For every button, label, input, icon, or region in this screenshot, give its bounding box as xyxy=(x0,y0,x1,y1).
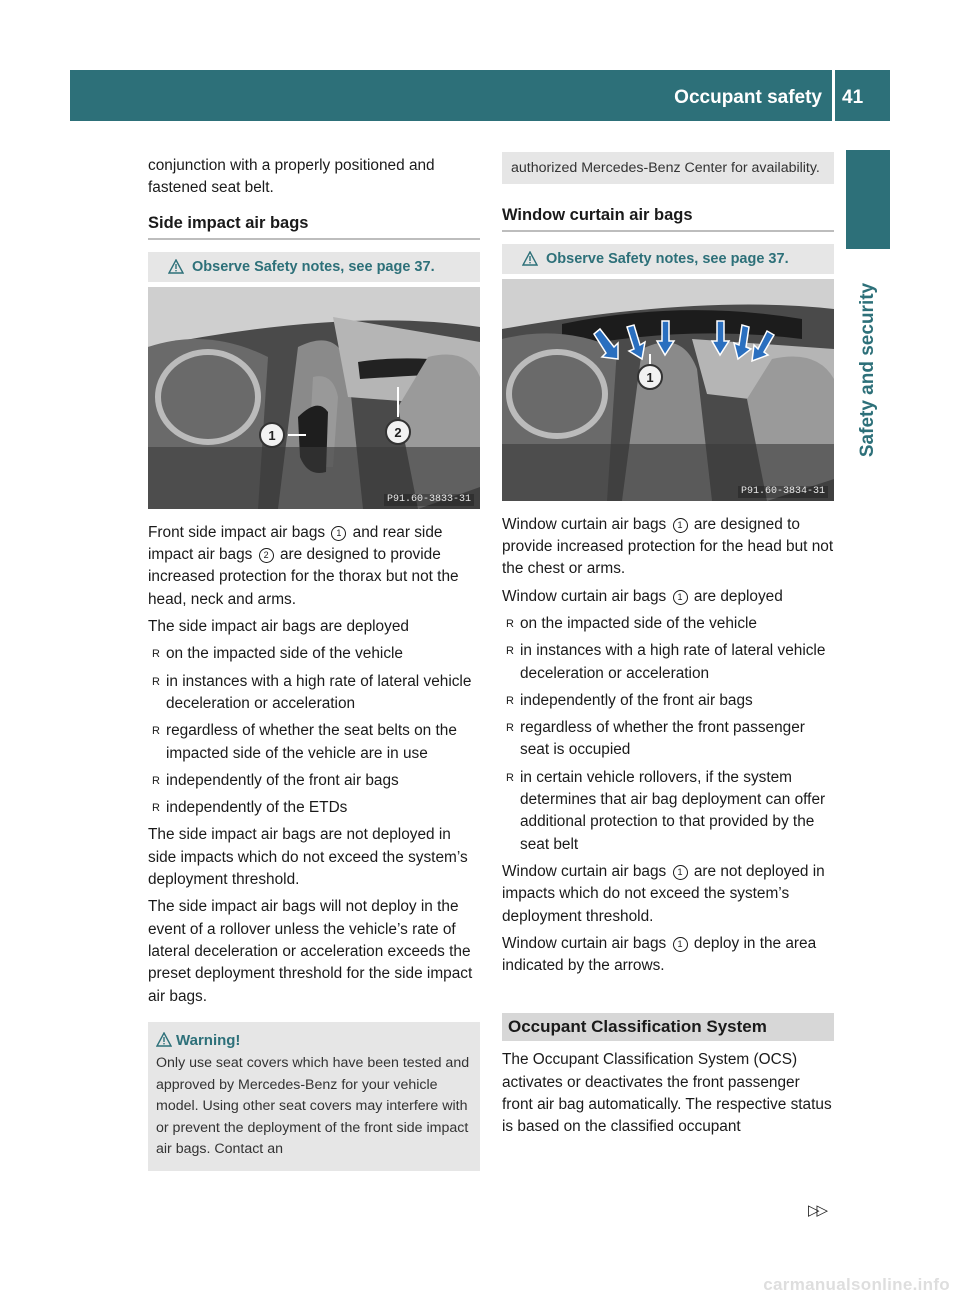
figure-callout-1: 1 xyxy=(268,427,276,443)
side-tab xyxy=(846,150,890,249)
ocs-heading: Occupant Classification System xyxy=(502,1013,834,1041)
header-divider xyxy=(832,70,835,121)
warning-box xyxy=(148,1022,480,1171)
list-item: R regardless of whether the seat belts on the impacted side of the vehicle are in use xyxy=(148,720,480,765)
figure-callout-1: 1 xyxy=(646,369,654,385)
ocs-text: The Occupant Classification System (OCS) activates or deactivates the front passenger front air bag automatically. The respective status is based on the classified occupant xyxy=(502,1051,832,1136)
side-tab-text: Safety and security xyxy=(856,282,878,458)
p4-part-b: deploy in the area indicated by the arrows. xyxy=(502,934,817,975)
side-airbag-heading: Side impact air bags xyxy=(148,212,480,240)
side-airbag-figure xyxy=(148,287,480,509)
page-number: 41 xyxy=(842,87,864,108)
list-item: R independently of the front air bags xyxy=(148,770,480,792)
safety-note xyxy=(502,244,834,274)
figure-callout-2: 2 xyxy=(394,424,402,440)
list-item: R on the impacted side of the vehicle xyxy=(502,613,834,635)
warning-triangle-icon xyxy=(156,1032,172,1047)
intro-text: conjunction with a properly positioned and fastened seat belt. xyxy=(148,157,435,197)
p3-part-b: are not deployed in impacts which do not exceed the system’s deployment threshold. xyxy=(502,862,825,925)
safety-note xyxy=(148,252,480,282)
list-item: R in instances with a high rate of lateral vehicle deceleration or acceleration xyxy=(502,640,834,685)
p1-part-b: are designed to provide increased protection for the head but not the chest or arms. xyxy=(502,515,834,578)
callout-ref-1: 1 xyxy=(331,526,346,541)
desc-part-2: and rear side impact air bags xyxy=(148,523,443,564)
desc-part-1: Front side impact air bags xyxy=(148,523,326,541)
curtain-not-deployed xyxy=(502,861,834,928)
warning-title-text: Warning! xyxy=(176,1031,241,1049)
rollover-paragraph: The side impact air bags will not deploy in the event of a rollover unless the vehicle’s rate of lateral deceleration or acceleration exceeds the preset deployment threshold for the side impact air bags. xyxy=(148,898,473,1005)
list-item: R in instances with a high rate of lateral vehicle deceleration or acceleration xyxy=(148,671,480,716)
callout-ref-2: 2 xyxy=(259,548,274,563)
side-tab-label xyxy=(846,255,890,485)
figure-code: P91.60-3833-31 xyxy=(384,494,474,506)
watermark: carmanualsonline.info xyxy=(763,1275,950,1294)
list-item: R independently of the ETDs xyxy=(148,797,480,819)
safety-note-text: Observe Safety notes, see page 37. xyxy=(192,258,435,275)
car-interior-illustration xyxy=(502,279,834,501)
callout-ref-1: 1 xyxy=(673,518,688,533)
list-item: R regardless of whether the front passenger seat is occupied xyxy=(502,717,834,762)
left-column xyxy=(148,155,480,1171)
p2-part-a: Window curtain air bags xyxy=(502,587,667,605)
p1-part-a: Window curtain air bags xyxy=(502,515,667,533)
warning-text: Only use seat covers which have been tested and approved by Mercedes-Benz for your vehicle model. Using other seat covers may interfere with or prevent the deployment of the front side impact air bags. Contact an xyxy=(156,1055,470,1158)
side-airbag-description xyxy=(148,522,480,611)
figure-code: P91.60-3834-31 xyxy=(738,486,828,498)
warning-title xyxy=(156,1030,472,1052)
header-title: Occupant safety xyxy=(674,87,822,108)
not-deployed-paragraph: The side impact air bags are not deployed in side impacts which do not exceed the system’s deployment threshold. xyxy=(148,826,468,889)
callout-ref-1: 1 xyxy=(673,865,688,880)
list-item: R independently of the front air bags xyxy=(502,690,834,712)
curtain-airbag-figure xyxy=(502,279,834,501)
right-column xyxy=(502,152,834,1139)
p2-part-b: are deployed xyxy=(693,587,783,605)
callout-ref-1: 1 xyxy=(673,590,688,605)
callout-ref-1: 1 xyxy=(673,937,688,952)
car-interior-illustration xyxy=(148,287,480,509)
curtain-deployed-intro xyxy=(502,586,834,608)
curtain-conditions-list xyxy=(502,613,834,856)
p4-part-a: Window curtain air bags xyxy=(502,934,667,952)
list-item: R in certain vehicle rollovers, if the system determines that air bag deployment can offer additional protection to that provided by the seat belt xyxy=(502,767,834,856)
safety-note-text: Observe Safety notes, see page 37. xyxy=(546,250,789,267)
p3-part-a: Window curtain air bags xyxy=(502,862,667,880)
note-continuation: authorized Mercedes-Benz Center for availability. xyxy=(502,152,834,184)
curtain-airbag-heading: Window curtain air bags xyxy=(502,204,834,232)
deployed-intro: The side impact air bags are deployed xyxy=(148,618,409,636)
desc-part-3: are designed to provide increased protection for the thorax but not the head, neck and arms. xyxy=(148,546,459,608)
warning-triangle-icon xyxy=(522,251,538,266)
curtain-deploy-area xyxy=(502,933,834,978)
list-item: R on the impacted side of the vehicle xyxy=(148,643,480,665)
warning-triangle-icon xyxy=(168,259,184,274)
curtain-description xyxy=(502,514,834,581)
continue-arrows-icon: ▷▷ xyxy=(808,1202,826,1219)
deployment-conditions-list xyxy=(148,643,480,819)
